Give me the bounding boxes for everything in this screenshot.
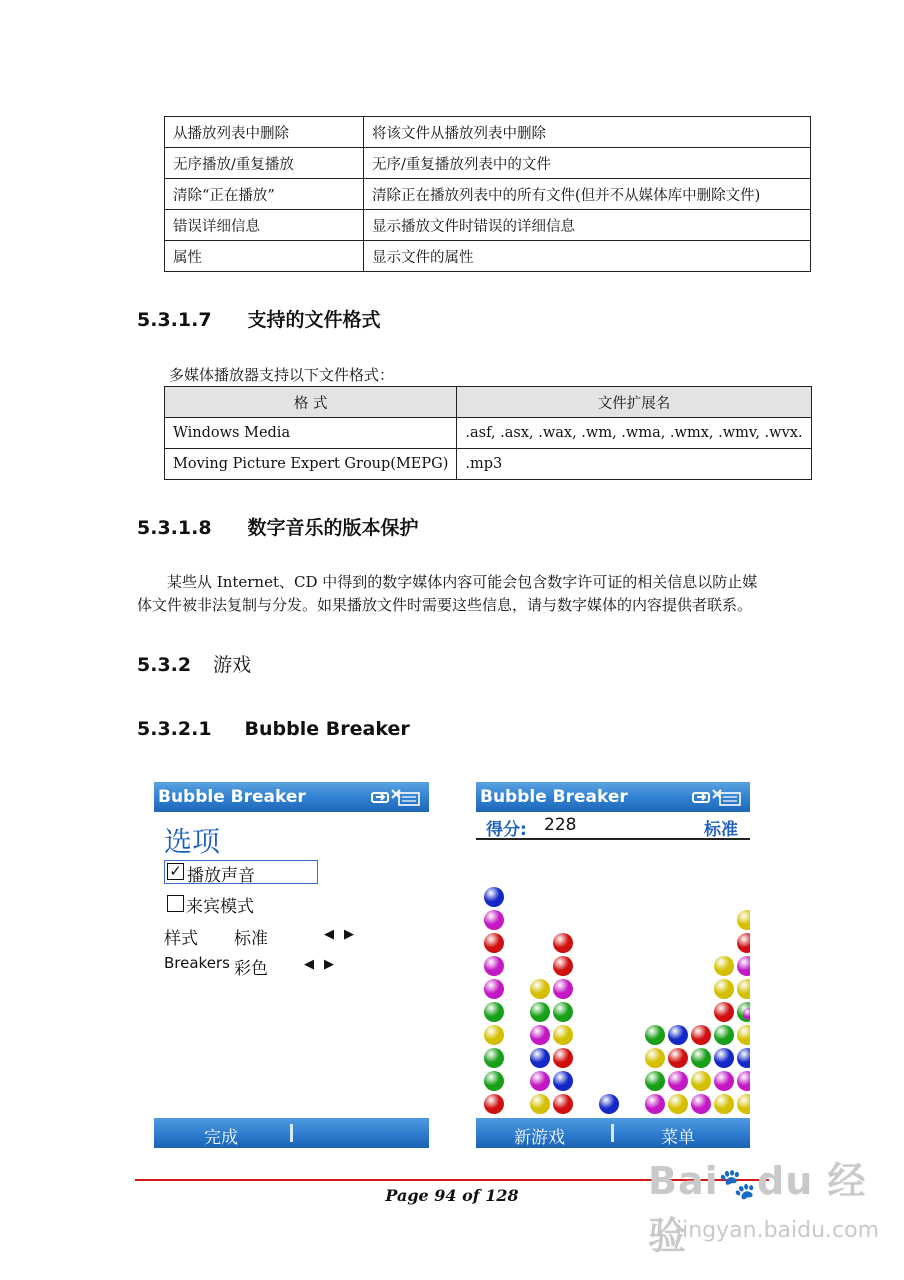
description-cell: 将该文件从播放列表中删除: [364, 117, 811, 148]
bubble[interactable]: [553, 956, 573, 976]
bubble[interactable]: [484, 1025, 504, 1045]
left-arrow-icon[interactable]: ◀: [324, 927, 334, 942]
app-title: Bubble Breaker: [158, 787, 306, 807]
bubble[interactable]: [530, 1002, 550, 1022]
section-title: 游戏: [213, 654, 252, 676]
bubble[interactable]: [484, 1048, 504, 1068]
watermark-url: jingyan.baidu.com: [676, 1218, 880, 1243]
bubble[interactable]: [714, 1025, 734, 1045]
soft-key-bar: [154, 1118, 429, 1148]
bubble[interactable]: [714, 979, 734, 999]
bubble[interactable]: [691, 1094, 711, 1114]
style-value: 标准: [234, 929, 268, 949]
bubble[interactable]: [553, 979, 573, 999]
style-label: 样式: [164, 929, 198, 949]
file-formats-table: [164, 386, 812, 480]
baidu-watermark-logo: Bai🐾du 经验: [648, 1159, 867, 1258]
guest-checkbox[interactable]: [167, 895, 184, 912]
bubble[interactable]: [668, 1048, 688, 1068]
bubble[interactable]: [668, 1094, 688, 1114]
bubble-board[interactable]: [486, 842, 742, 1114]
sound-option[interactable]: [164, 860, 318, 884]
sound-label: 播放声音: [187, 866, 255, 886]
softkey-menu[interactable]: 菜单: [661, 1128, 695, 1148]
guest-label: 来宾模式: [186, 897, 254, 917]
section-title: Bubble Breaker: [244, 718, 410, 740]
bubble[interactable]: [737, 1071, 750, 1091]
table-row: [165, 179, 811, 210]
table-row: [165, 117, 811, 148]
bubble[interactable]: [530, 1094, 550, 1114]
table-row: [165, 148, 811, 179]
breakers-setting[interactable]: [164, 954, 374, 979]
score-value: 228: [544, 815, 577, 835]
table-row: [165, 241, 811, 272]
section-heading-5321: [137, 718, 410, 740]
connectivity-close-icon[interactable]: [692, 787, 744, 807]
softkey-done[interactable]: 完成: [204, 1128, 238, 1148]
game-screenshot: [476, 782, 750, 1148]
section-heading-532: [137, 650, 251, 677]
bubble[interactable]: [484, 1071, 504, 1091]
bubble[interactable]: [530, 1071, 550, 1091]
command-cell: 清除“正在播放”: [165, 179, 364, 210]
section-heading-5317: [137, 305, 381, 332]
bubble[interactable]: [530, 1025, 550, 1045]
soft-key-bar: [476, 1118, 750, 1148]
bubble[interactable]: [645, 1094, 665, 1114]
command-cell: 属性: [165, 241, 364, 272]
score-bar: [476, 812, 750, 840]
bubble[interactable]: [691, 1048, 711, 1068]
table-row: [165, 449, 812, 480]
bubble[interactable]: [484, 910, 504, 930]
bubble[interactable]: [737, 910, 750, 930]
description-cell: 显示文件的属性: [364, 241, 811, 272]
description-cell: 无序/重复播放列表中的文件: [364, 148, 811, 179]
bubble[interactable]: [484, 933, 504, 953]
bubble[interactable]: [714, 1071, 734, 1091]
bubble[interactable]: [737, 1025, 750, 1045]
bubble[interactable]: [599, 1094, 619, 1114]
table-header-row: [165, 387, 812, 418]
left-arrow-icon[interactable]: ◀: [304, 957, 314, 972]
title-bar: [476, 782, 750, 812]
description-cell: 显示播放文件时错误的详细信息: [364, 210, 811, 241]
menu-commands-table: [164, 116, 811, 272]
app-title: Bubble Breaker: [480, 787, 628, 807]
bubble[interactable]: [484, 1094, 504, 1114]
section-number: 5.3.1.7: [137, 309, 212, 331]
bubble[interactable]: [668, 1025, 688, 1045]
right-arrow-icon[interactable]: ▶: [344, 927, 354, 942]
bubble[interactable]: [484, 887, 504, 907]
bubble[interactable]: [645, 1025, 665, 1045]
bubble[interactable]: [691, 1025, 711, 1045]
bubble[interactable]: [553, 1002, 573, 1022]
guest-option[interactable]: [164, 892, 316, 917]
paragraph-line: 体文件被非法复制与分发。如果播放文件时需要这些信息，请与数字媒体的内容提供者联系。: [137, 596, 753, 614]
section-number: 5.3.2.1: [137, 718, 212, 740]
drm-paragraph: [137, 571, 797, 617]
format-cell: Moving Picture Expert Group(MEPG): [165, 449, 457, 480]
bubble[interactable]: [484, 1002, 504, 1022]
bubble[interactable]: [737, 1048, 750, 1068]
bubble[interactable]: [668, 1071, 688, 1091]
title-bar: [154, 782, 429, 812]
bubble[interactable]: [714, 1048, 734, 1068]
small-bubble: [743, 1008, 750, 1020]
format-cell: Windows Media: [165, 418, 457, 449]
section-number: 5.3.1.8: [137, 517, 212, 539]
section-title: 支持的文件格式: [247, 309, 381, 331]
options-heading: 选项: [164, 825, 221, 858]
section-number: 5.3.2: [137, 654, 192, 676]
connectivity-close-icon[interactable]: [371, 787, 423, 807]
header-format: 格 式: [165, 387, 457, 418]
softkey-new-game[interactable]: 新游戏: [514, 1128, 565, 1148]
table-row: [165, 418, 812, 449]
header-extension: 文件扩展名: [457, 387, 811, 418]
paragraph-line: 某些从 Internet、CD 中得到的数字媒体内容可能会包含数字许可证的相关信息以防止媒: [167, 573, 758, 591]
bubble[interactable]: [737, 1094, 750, 1114]
bubble[interactable]: [553, 933, 573, 953]
bubble[interactable]: [645, 1048, 665, 1068]
options-screenshot: [154, 782, 429, 1148]
bubble[interactable]: [737, 956, 750, 976]
breakers-label: Breakers: [164, 954, 230, 972]
bubble[interactable]: [714, 956, 734, 976]
bubble[interactable]: [714, 1002, 734, 1022]
bubble[interactable]: [714, 1094, 734, 1114]
bubble[interactable]: [484, 979, 504, 999]
bubble[interactable]: [737, 933, 750, 953]
game-mode: 标准: [704, 820, 738, 840]
page-footer: Page 94 of 128: [385, 1186, 519, 1205]
extension-cell: .mp3: [457, 449, 811, 480]
breakers-value: 彩色: [234, 959, 268, 979]
description-cell: 清除正在播放列表中的所有文件(但并不从媒体库中删除文件): [364, 179, 811, 210]
bubble[interactable]: [484, 956, 504, 976]
right-arrow-icon[interactable]: ▶: [324, 957, 334, 972]
command-cell: 从播放列表中删除: [165, 117, 364, 148]
command-cell: 错误详细信息: [165, 210, 364, 241]
extension-cell: .asf, .asx, .wax, .wm, .wma, .wmx, .wmv, .wvx.: [457, 418, 811, 449]
table-row: [165, 210, 811, 241]
softkey-divider: [290, 1124, 293, 1142]
bubble[interactable]: [530, 1048, 550, 1068]
score-label: 得分:: [486, 820, 527, 840]
command-cell: 无序播放/重复播放: [165, 148, 364, 179]
section-heading-5318: [137, 513, 419, 540]
bubble[interactable]: [737, 979, 750, 999]
section-title: 数字音乐的版本保护: [247, 517, 419, 539]
style-setting[interactable]: [164, 924, 374, 949]
bubble[interactable]: [553, 1025, 573, 1045]
bubble[interactable]: [691, 1071, 711, 1091]
bubble[interactable]: [645, 1071, 665, 1091]
softkey-divider: [611, 1124, 614, 1142]
sound-checkbox[interactable]: ✓: [167, 863, 184, 880]
bubble[interactable]: [530, 979, 550, 999]
formats-intro: 多媒体播放器支持以下文件格式：: [169, 366, 395, 384]
bubble[interactable]: [553, 1048, 573, 1068]
bubble[interactable]: [553, 1071, 573, 1091]
bubble[interactable]: [553, 1094, 573, 1114]
